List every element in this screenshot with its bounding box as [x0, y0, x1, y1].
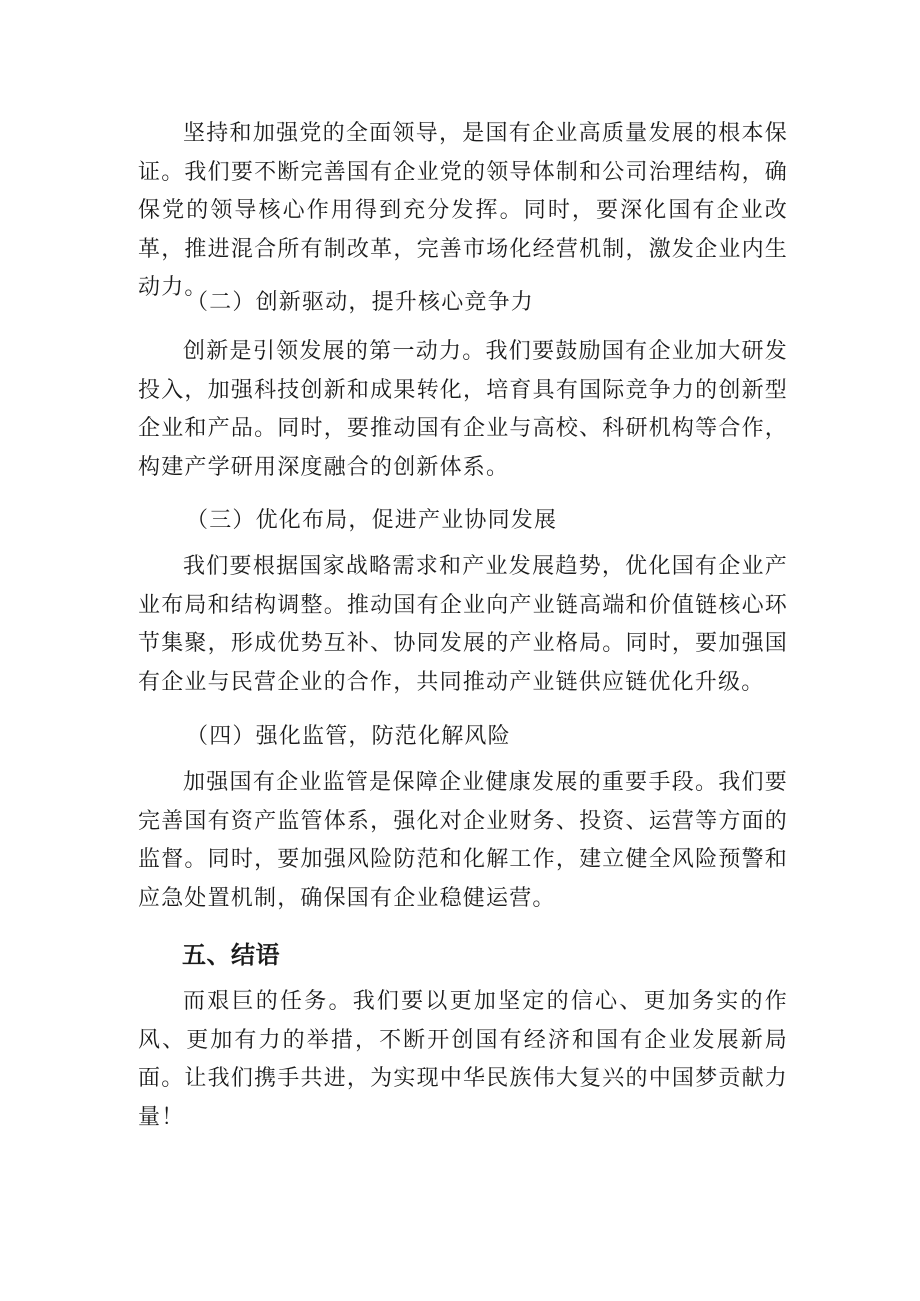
paragraph-supervision: 加强国有企业监管是保障企业健康发展的重要手段。我们要完善国有资产监管体系，强化对企业财务、投资、运营等方面的监督。同时，要加强风险防范和化解工作，建立健全风险预警和应急处置机制，确保国有企业稳健运营。 — [138, 770, 788, 911]
subheading-layout: （三）优化布局，促进产业协同发展 — [186, 508, 558, 533]
paragraph-layout: 我们要根据国家战略需求和产业发展趋势，优化国有企业产业布局和结构调整。推动国有企业向产业链高端和价值链核心环节集聚，形成优势互补、协同发展的产业格局。同时，要加强国有企业与民营企业的合作，共同推动产业链供应链优化升级。 — [138, 554, 788, 695]
paragraph-innovation: 创新是引领发展的第一动力。我们要鼓励国有企业加大研发投入，加强科技创新和成果转化，培育具有国际竞争力的创新型企业和产品。同时，要推动国有企业与高校、科研机构等合作，构建产学研用深度融合的创新体系。 — [138, 339, 788, 480]
paragraph-party-leadership: 坚持和加强党的全面领导，是国有企业高质量发展的根本保证。我们要不断完善国有企业党的领导体制和公司治理结构，确保党的领导核心作用得到充分发挥。同时，要深化国有企业改革，推进混合所有制改革，完善市场化经营机制，激发企业内生动力。 — [138, 121, 788, 300]
subheading-supervision: （四）强化监管，防范化解风险 — [186, 724, 511, 749]
paragraph-conclusion: 而艰巨的任务。我们要以更加坚定的信心、更加务实的作风、更加有力的举措，不断开创国有经济和国有企业发展新局面。让我们携手共进，为实现中华民族伟大复兴的中国梦贡献力量！ — [138, 989, 788, 1130]
section-heading-conclusion: 五、结语 — [182, 941, 280, 969]
subheading-innovation: （二）创新驱动，提升核心竞争力 — [186, 290, 535, 315]
